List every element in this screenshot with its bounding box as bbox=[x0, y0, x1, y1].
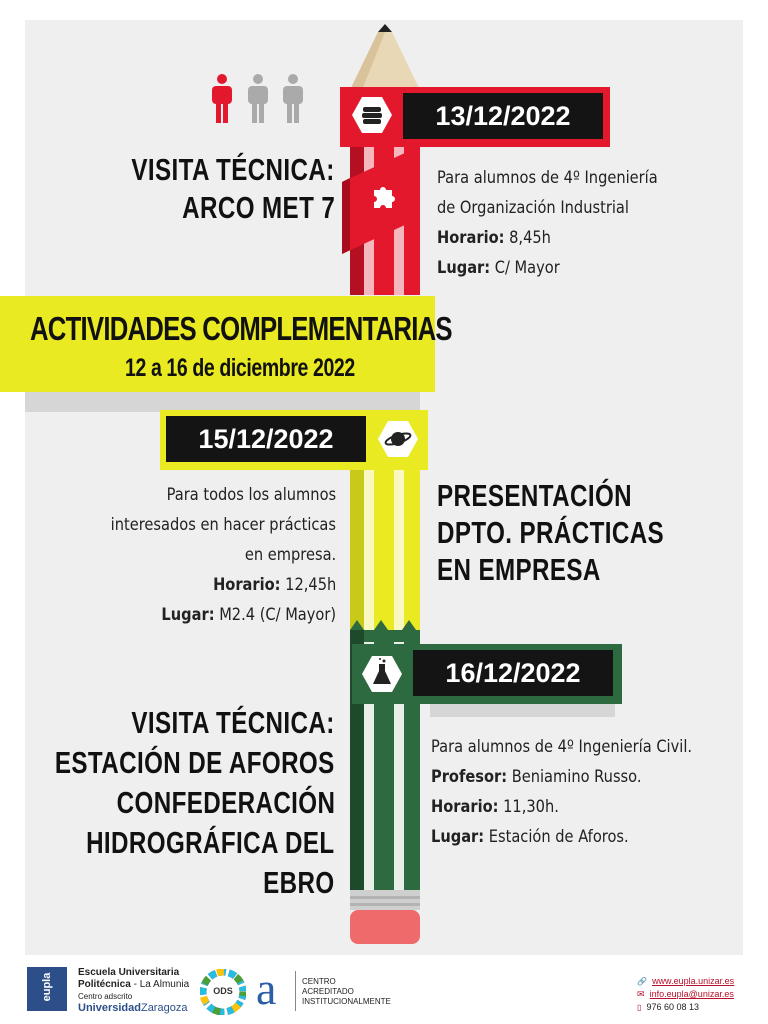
event2-title-line3: EN EMPRESA bbox=[437, 552, 601, 587]
event2-horario-label: Horario: bbox=[212, 575, 281, 595]
event3-title-line5: EBRO bbox=[263, 865, 335, 900]
event1-lugar-value: C/ Mayor bbox=[490, 258, 560, 278]
footer bbox=[0, 955, 768, 1024]
mail-icon: ✉ bbox=[637, 989, 645, 999]
phone-number: 976 60 08 13 bbox=[646, 1002, 700, 1012]
cert-line2: ACREDITADO bbox=[302, 987, 354, 996]
contact-info bbox=[637, 969, 757, 1012]
banner-title: ACTIVIDADES COMPLEMENTARIAS bbox=[30, 310, 452, 347]
email-link[interactable]: info.eupla@unizar.es bbox=[649, 989, 734, 999]
event3-horario bbox=[431, 792, 559, 822]
cert-line1: CENTRO bbox=[302, 977, 336, 986]
banner-subtitle: 12 a 16 de diciembre 2022 bbox=[125, 354, 355, 382]
people-icons bbox=[208, 73, 308, 125]
event3-title-line1: VISITA TÉCNICA: bbox=[131, 705, 335, 740]
web-row[interactable] bbox=[637, 969, 757, 986]
event3-horario-label: Horario: bbox=[431, 797, 499, 817]
cert-line3: INSTITUCIONALMENTE bbox=[302, 997, 391, 1006]
event2-horario bbox=[213, 570, 336, 600]
event3-title-line2: ESTACIÓN DE AFOROS bbox=[55, 745, 335, 780]
event3-desc-line1: Para alumnos de 4º Ingeniería Civil. bbox=[431, 737, 693, 757]
event1-horario bbox=[437, 223, 551, 253]
event2-date: 15/12/2022 bbox=[166, 416, 366, 462]
event2-title bbox=[437, 478, 737, 598]
event1-title bbox=[40, 152, 335, 232]
event2-lugar-label: Lugar: bbox=[161, 605, 215, 625]
phone-row bbox=[637, 995, 757, 1012]
school-line1: Escuela Universitaria bbox=[78, 967, 180, 978]
accreditation-text bbox=[302, 977, 412, 1007]
activities-banner bbox=[0, 296, 452, 392]
event3-shadow bbox=[430, 703, 615, 717]
person-icon-grey-2 bbox=[283, 74, 303, 123]
event3-profesor-label: Profesor: bbox=[431, 767, 508, 787]
event2-desc-line3: en empresa. bbox=[244, 545, 336, 565]
accreditation-divider bbox=[295, 971, 296, 1011]
school-line4 bbox=[78, 1002, 208, 1015]
event2-description bbox=[40, 480, 336, 635]
event2-title-line2: DPTO. PRÁCTICAS bbox=[437, 515, 665, 550]
school-line3: Centro adscrito bbox=[78, 992, 133, 1001]
school-line2-bold: Politécnica bbox=[78, 979, 131, 990]
event1-horario-label: Horario: bbox=[437, 228, 505, 248]
event1-lugar-label: Lugar: bbox=[437, 258, 491, 278]
ods-label: ODS bbox=[213, 986, 233, 996]
banner-shadow bbox=[25, 390, 420, 412]
event2-title-line1: PRESENTACIÓN bbox=[437, 478, 633, 513]
school-line4-rest: Zaragoza bbox=[140, 1002, 188, 1014]
event3-title-line4: HIDROGRÁFICA DEL bbox=[86, 825, 335, 860]
event2-lugar-value: M2.4 (C/ Mayor) bbox=[214, 605, 336, 625]
event3-lugar-label: Lugar: bbox=[431, 827, 485, 847]
event2-desc-line2: interesados en hacer prácticas bbox=[110, 515, 336, 535]
event1-horario-value: 8,45h bbox=[504, 228, 551, 248]
event3-profesor-value: Beniamino Russo. bbox=[507, 767, 642, 787]
pencil-graphic bbox=[340, 22, 430, 952]
puzzle-icon bbox=[368, 182, 398, 212]
school-line2 bbox=[78, 979, 208, 991]
event3-horario-value: 11,30h. bbox=[498, 797, 559, 817]
event1-title-line1: VISITA TÉCNICA: bbox=[131, 152, 335, 187]
email-row[interactable] bbox=[637, 982, 757, 999]
event3-date: 16/12/2022 bbox=[413, 650, 613, 696]
person-icon-red bbox=[212, 74, 232, 123]
event1-title-line2: ARCO MET 7 bbox=[181, 190, 335, 225]
event1-date: 13/12/2022 bbox=[403, 93, 603, 139]
event1-desc-line2: de Organización Industrial bbox=[437, 198, 629, 218]
event1-desc-line1: Para alumnos de 4º Ingeniería bbox=[437, 168, 658, 188]
school-line2-rest: - La Almunia bbox=[130, 979, 190, 990]
ods-logo bbox=[200, 969, 246, 1015]
event3-title-line3: CONFEDERACIÓN bbox=[116, 785, 335, 820]
school-line4-bold: Universidad bbox=[78, 1002, 141, 1014]
event3-title bbox=[40, 705, 335, 915]
eupla-logo-text: eupla bbox=[41, 972, 53, 1002]
web-link[interactable]: www.eupla.unizar.es bbox=[652, 976, 735, 986]
person-icon-grey-1 bbox=[248, 74, 268, 123]
event3-description bbox=[431, 732, 741, 857]
accreditation-logo: a bbox=[256, 963, 277, 1014]
event3-lugar-value: Estación de Aforos. bbox=[484, 827, 629, 847]
event3-profesor bbox=[431, 762, 642, 792]
school-name bbox=[78, 967, 208, 1017]
event2-lugar bbox=[161, 600, 336, 630]
link-icon: 🔗 bbox=[637, 977, 647, 986]
event1-lugar bbox=[437, 253, 560, 283]
event2-desc-line1: Para todos los alumnos bbox=[166, 485, 336, 505]
phone-icon: ▯ bbox=[637, 1003, 642, 1012]
people-icons-svg bbox=[208, 73, 308, 125]
event3-lugar bbox=[431, 822, 629, 852]
event2-horario-value: 12,45h bbox=[280, 575, 336, 595]
event1-description bbox=[437, 163, 737, 288]
eupla-logo bbox=[27, 967, 67, 1011]
